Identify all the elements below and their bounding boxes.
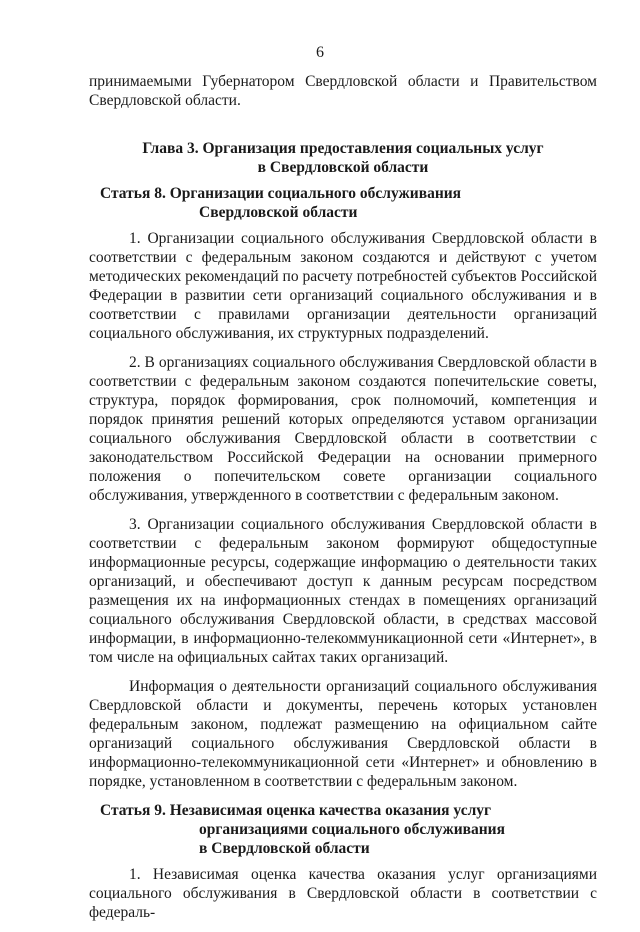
article-9-heading <box>89 801 597 858</box>
article-8-heading <box>89 184 597 222</box>
article-8-heading-line1: Статья 8. Организации социального обслуживания <box>100 185 462 202</box>
chapter-heading-line1: Глава 3. Организация предоставления социальных услуг <box>142 140 544 157</box>
article-9-paragraph-1: 1. Независимая оценка качества оказания услуг организациями социального обслуживания в Свердловской области в соответствии с федераль- <box>89 866 597 921</box>
article-8-heading-line2: Свердловской области <box>199 204 358 221</box>
chapter-heading-line2: в Свердловской области <box>257 159 429 176</box>
article-8-paragraph-4: Информация о деятельности организаций социального обслуживания Свердловской области и документы, перечень которых установлен федеральным законом, подлежат размещению на официальном сайте организаций социального обслуживания Свердловской области в информационно-телекоммуникационной сети «Интернет» и обновлению в порядке, установленном в соответствии с федеральным законом. <box>89 678 597 790</box>
article-8-paragraph-2: 2. В организациях социального обслуживания Свердловской области в соответствии с федеральным законом создаются попечительские советы, структура, порядок формирования, срок полномочий, компетенция и порядок принятия решений которых определяются уставом организации социального обслуживания Свердловской области в соответствии с законодательством Российской Федерации на основании примерного положения о попечительском совете организации социального обслуживания, утвержденного в соответствии с федеральным законом. <box>89 354 597 504</box>
document-body <box>89 72 597 932</box>
lead-paragraph: принимаемыми Губернатором Свердловской области и Правительством Свердловской области. <box>89 73 597 109</box>
page-number: 6 <box>316 44 324 61</box>
article-9-heading-line3: в Свердловской области <box>199 840 370 857</box>
article-8-paragraph-3: 3. Организации социального обслуживания Свердловской области в соответствии с федеральным законом формируют общедоступные информационные ресурсы, содержащие информацию о деятельности таких организаций, и обеспечивают доступ к данным ресурсам посредством размещения их на информационных стендах в помещениях организаций социального обслуживания Свердловской области, в средствах массовой информации, в информационно-телекоммуникационной сети «Интернет», в том числе на официальных сайтах таких организаций. <box>89 516 597 666</box>
article-9-heading-line2: организациями социального обслуживания <box>199 821 505 838</box>
article-9-heading-line1: Статья 9. Независимая оценка качества оказания услуг <box>100 802 492 819</box>
article-8-paragraph-1: 1. Организации социального обслуживания Свердловской области в соответствии с федеральным законом создаются и действуют с учетом методических рекомендаций по расчету потребностей субъектов Российской Федерации в развитии сети организаций социального обслуживания и в соответствии с правилами организации деятельности организаций социального обслуживания, их структурных подразделений. <box>89 230 597 342</box>
chapter-heading <box>89 139 597 177</box>
